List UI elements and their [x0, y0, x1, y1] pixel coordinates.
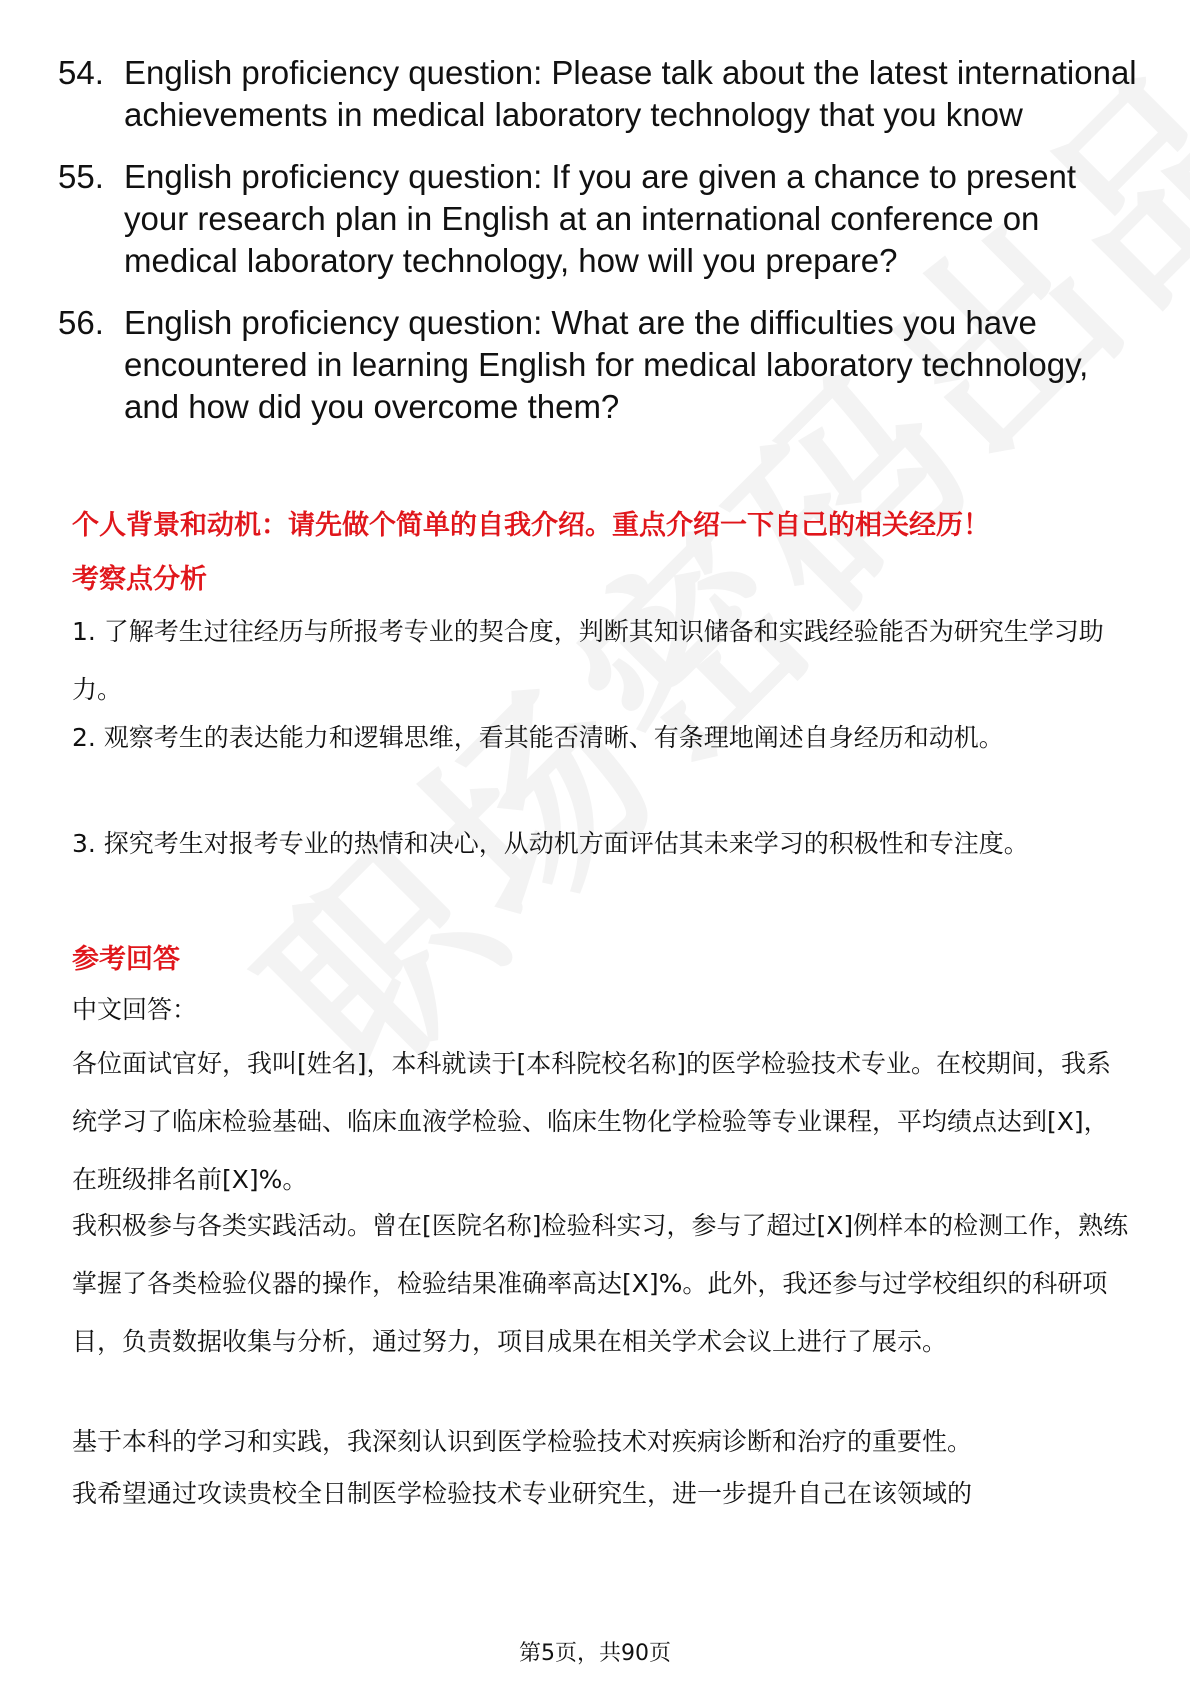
analysis-point: 1. 了解考生过往经历与所报考专业的契合度，判断其知识储备和实践经验能否为研究生学习助力。 [72, 617, 1104, 704]
answer-paragraph: 基于本科的学习和实践，我深刻认识到医学检验技术对疾病诊断和治疗的重要性。 [72, 1427, 973, 1456]
list-item [58, 302, 1138, 428]
answer-paragraph: 我积极参与各类实践活动。曾在[医院名称]检验科实习，参与了超过[X]例样本的检测工作，熟练掌握了各类检验仪器的操作，检验结果准确率高达[X]%。此外，我还参与过学校组织的科研项目，负责数据收集与分析，通过努力，项目成果在相关学术会议上进行了展示。 [72, 1211, 1129, 1356]
question-text: English proficiency question: What are the difficulties you have encountered in learning English for medical laboratory technology, and how did you overcome them? [124, 304, 1089, 425]
question-number: 54. [58, 54, 104, 91]
section-title: 个人背景和动机：请先做个简单的自我介绍。重点介绍一下自己的相关经历！ [72, 510, 990, 541]
answer-label: 中文回答： [72, 995, 198, 1024]
question-number: 55. [58, 158, 104, 195]
list-item [58, 52, 1138, 136]
answer-paragraph: 我希望通过攻读贵校全日制医学检验技术专业研究生，进一步提升自己在该领域的 [72, 1479, 973, 1508]
analysis-point: 2. 观察考生的表达能力和逻辑思维，看其能否清晰、有条理地阐述自身经历和动机。 [72, 723, 1004, 752]
question-number: 56. [58, 304, 104, 341]
answer-paragraph: 各位面试官好，我叫[姓名]，本科就读于[本科院校名称]的医学检验技术专业。在校期间，我系统学习了临床检验基础、临床血液学检验、临床生物化学检验等专业课程，平均绩点达到[X]，在班级排名前[X]%。 [72, 1049, 1112, 1194]
question-list [58, 52, 1138, 448]
question-text: English proficiency question: Please talk about the latest international achievements in medical laboratory technology that you know [124, 54, 1137, 133]
analysis-heading: 考察点分析 [72, 564, 207, 595]
analysis-point: 3. 探究考生对报考专业的热情和决心，从动机方面评估其未来学习的积极性和专注度。 [72, 829, 1029, 858]
question-text: English proficiency question: If you are given a chance to present your research plan in English at an international conference on medical laboratory technology, how will you prepare? [124, 158, 1077, 279]
page-number: 第5页，共90页 [519, 1641, 671, 1666]
answer-heading: 参考回答 [72, 944, 180, 975]
list-item [58, 156, 1138, 282]
